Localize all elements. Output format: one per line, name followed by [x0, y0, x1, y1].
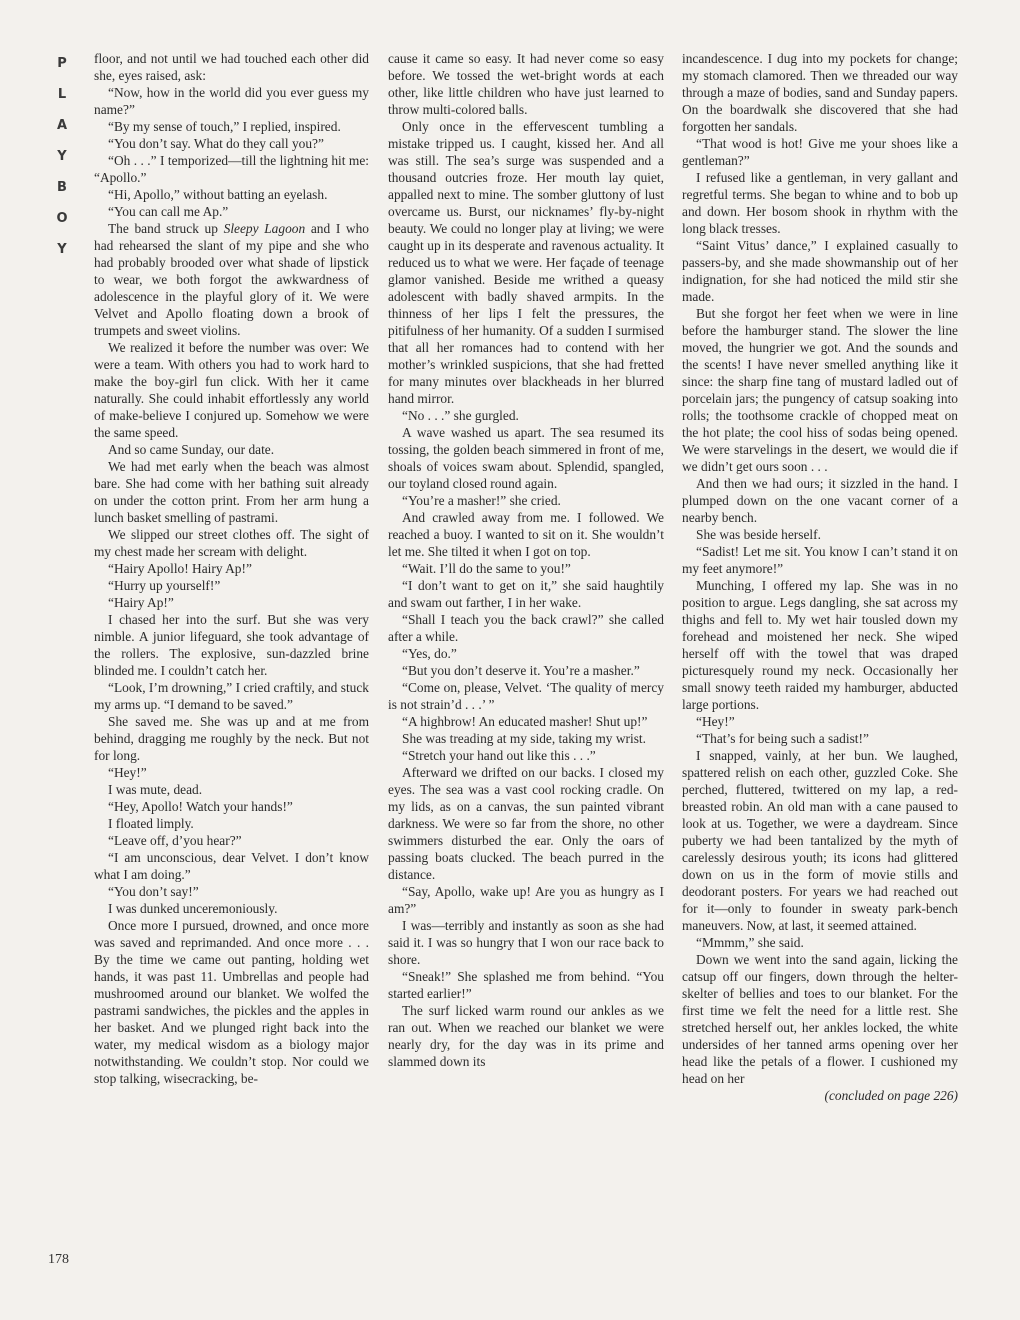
paragraph: “Say, Apollo, wake up! Are you as hungry as I am?”: [388, 884, 664, 916]
paragraph: floor, and not until we had touched each other did she, eyes raised, ask:: [94, 51, 369, 83]
paragraph: “Sneak!” She splashed me from behind. “You started earlier!”: [388, 969, 664, 1001]
paragraph: “You don’t say. What do they call you?”: [108, 136, 324, 151]
paragraph: The surf licked warm round our ankles as we ran out. When we reached our blanket we were nearly dry, for the day was in its prime and slammed down its: [388, 1003, 664, 1069]
paragraph: “Oh . . .” I temporized—till the lightning hit me: “Apollo.”: [94, 153, 369, 185]
text-column-1: [94, 50, 369, 1087]
paragraph: Only once in the effervescent tumbling a mistake tripped us. I caught, kissed her. And all was still. The sea’s surge was suspended and a thousand outcries froze. Her mouth lay quiet, appalled next to mine. The somber gluttony of lust overcame us. Burst, our nicknames’ fly-by-night beauty. We could no longer play at living; we were caught up in its desperate and ravenous actuality. It reduced us to what we were. Her façade of teenage glamor vanished. Beside me writhed a queasy adolescent with badly shaved armpits. In the thinness of her lips I felt the pressures, the pitifulness of her humanity. Of a sudden I surmised that all her romances had to contend with her mother’s wrinkled suspicions, that she had fretted for many minutes over blackheads in her blurred hand mirror.: [388, 119, 664, 406]
text-column-2: [388, 50, 664, 1070]
paragraph: “Hairy Ap!”: [108, 595, 174, 610]
paragraph: We had met early when the beach was almost bare. She had come with her bathing suit already on under the cotton print. From her arm hung a lunch basket smelling of pastrami.: [94, 459, 369, 525]
paragraph: The band struck up Sleepy Lagoon and I who had rehearsed the slant of my pipe and she who had probably brooded over what shade of lipstick to wear, we both forgot the awkwardness of adolescence in the playful glory of it. We were Velvet and Apollo floating down a brook of trumpets and sweet violins.: [94, 221, 369, 338]
paragraph: “I am unconscious, dear Velvet. I don’t know what I am doing.”: [94, 850, 369, 882]
paragraph: We slipped our street clothes off. The sight of my chest made her scream with delight.: [94, 527, 369, 559]
paragraph: I chased her into the surf. But she was very nimble. A junior lifeguard, she took advantage of the rollers. The explosive, sun-dazzled brine blinded me. I couldn’t catch her.: [94, 612, 369, 678]
paragraph: She was beside herself.: [696, 527, 821, 542]
paragraph: “Shall I teach you the back crawl?” she called after a while.: [388, 612, 664, 644]
paragraph: Once more I pursued, drowned, and once more was saved and reprimanded. And once more . . . By the time we came out panting, holding wet hands, it was past 11. Umbrellas and people had mushroomed around our blanket. We wolfed the pastrami sandwiches, the pickles and the apples in her basket. And we plunged right back into the water, my medical wisdom as a biology major notwithstanding. We couldn’t stop. Nor could we stop talking, wisecracking, be-: [94, 918, 369, 1086]
paragraph: “Stretch your hand out like this . . .”: [402, 748, 596, 763]
paragraph: incandescence. I dug into my pockets for change; my stomach clamored. Then we threaded our way through a maze of bodies, sand and Sunday papers. On the boardwalk she discovered that she had forgotten her sandals.: [682, 51, 958, 134]
masthead-letter: Y: [57, 149, 67, 164]
paragraph: We realized it before the number was over: We were a team. With others you had to work hard to make the boy-girl fun click. With her it came naturally. She could inhabit effortlessly any world of make-believe I conjured up. Somehow we were the same speed.: [94, 340, 369, 440]
paragraph: “That wood is hot! Give me your shoes like a gentleman?”: [682, 136, 958, 168]
paragraph: And then we had ours; it sizzled in the hand. I plumped down on the one vacant corner of a nearby bench.: [682, 476, 958, 525]
masthead-letter: B: [57, 180, 67, 195]
masthead-playboy: [52, 48, 72, 265]
paragraph: But she forgot her feet when we were in line before the hamburger stand. The slower the line moved, the hungrier we got. And the sounds and the scents! I have never smelled anything like it since: the sharp fine tang of mustard ladled out of porcelain jars; the pungency of catsup soaking into rolls; the toothsome crackle of chopped meat on the hot plate; the cool hiss of sodas being opened. We were starvelings in the desert, we would die if we didn’t get ours soon . . .: [682, 306, 958, 474]
paragraph: “By my sense of touch,” I replied, inspired.: [108, 119, 341, 134]
paragraph: I was—terribly and instantly as soon as she had said it. I was so hungry that I won our race back to shore.: [388, 918, 664, 967]
paragraph: I snapped, vainly, at her bun. We laughed, spattered relish on each other, guzzled Coke. She perched, fluttered, twittered on my lap, a red-breasted robin. An old man with a cane paused to look at us. Together, we were a daydream. Since puberty we had been tantalized by the myth of carelessly desirous youth; its icons had glittered down on us in the form of movie stills and deodorant posters. For years we had reached out for it—only to founder in sweaty park-bench maneuvers. Now, at last, it seemed attained.: [682, 748, 958, 933]
paragraph: “You don’t say!”: [108, 884, 199, 899]
paragraph: “That’s for being such a sadist!”: [696, 731, 869, 746]
masthead-letter: O: [56, 211, 68, 226]
paragraph: And so came Sunday, our date.: [108, 442, 275, 457]
paragraph: “Hey!”: [696, 714, 735, 729]
paragraph: “Hi, Apollo,” without batting an eyelash.: [108, 187, 328, 202]
continuation-note: (concluded on page 226): [824, 1088, 958, 1103]
paragraph: “Hey, Apollo! Watch your hands!”: [108, 799, 293, 814]
paragraph: “Wait. I’ll do the same to you!”: [402, 561, 571, 576]
paragraph: And crawled away from me. I followed. We reached a buoy. I wanted to sit on it. She wouldn’t let me. She tilted it when I got on top.: [388, 510, 664, 559]
paragraph: cause it came so easy. It had never come so easy before. We tossed the wet-bright words at each other, like little children who have just learned to throw multi-colored balls.: [388, 51, 664, 117]
text-column-3: [682, 50, 958, 1104]
masthead-letter: A: [56, 118, 68, 133]
paragraph: “No . . .” she gurgled.: [402, 408, 519, 423]
paragraph: Afterward we drifted on our backs. I closed my eyes. The sea was a vast cool rocking cradle. On my lids, as on a canvas, the sun painted vibrant darkness. We were so far from the shore, no other swimmers disturbed the ear. Only the oars of passing boats clucked. The beach purred in the distance.: [388, 765, 664, 882]
paragraph: “Saint Vitus’ dance,” I explained casually to passers-by, and she made showmanship out of her indignation, for she had noticed the mild stir she made.: [682, 238, 958, 304]
paragraph: I was dunked unceremoniously.: [108, 901, 278, 916]
paragraph: “A highbrow! An educated masher! Shut up!”: [402, 714, 648, 729]
paragraph: She was treading at my side, taking my wrist.: [402, 731, 646, 746]
paragraph: I refused like a gentleman, in very gallant and regretful terms. She began to whine and to bob up and down. Her bosom shook in rhythm with the long black tresses.: [682, 170, 958, 236]
paragraph: “Yes, do.”: [402, 646, 457, 661]
masthead-letter: Y: [57, 242, 67, 257]
paragraph: I floated limply.: [108, 816, 194, 831]
paragraph: Munching, I offered my lap. She was in no position to argue. Legs dangling, she sat across my thighs and fell to. My wet hair tousled down my forehead and moistened her neck. She wiped herself off with the towel that was draped picturesquely round my neck. Occasionally her small snowy teeth raided my hamburger, abducted large portions.: [682, 578, 958, 712]
paragraph: “Now, how in the world did you ever guess my name?”: [94, 85, 369, 117]
masthead-letter: L: [57, 87, 67, 102]
paragraph: I was mute, dead.: [108, 782, 203, 797]
paragraph: “You can call me Ap.”: [108, 204, 229, 219]
paragraph: “Hairy Apollo! Hairy Ap!”: [108, 561, 252, 576]
paragraph: “Sadist! Let me sit. You know I can’t stand it on my feet anymore!”: [682, 544, 958, 576]
paragraph: “Come on, please, Velvet. ‘The quality of mercy is not strain’d . . .’ ”: [388, 680, 664, 712]
page-number: 178: [48, 1252, 69, 1267]
paragraph: Down we went into the sand again, licking the catsup off our fingers, down through the helter-skelter of bellies and toes to our blanket. For the first time we felt the need for a little rest. She stretched herself out, her ankles locked, the white undersides of her tanned arms opening over her head like the petals of a flower. I cushioned my head on her: [682, 952, 958, 1086]
paragraph: “Hurry up yourself!”: [108, 578, 221, 593]
paragraph: “Mmmm,” she said.: [696, 935, 804, 950]
paragraph: “Leave off, d’you hear?”: [108, 833, 242, 848]
paragraph: She saved me. She was up and at me from behind, dragging me roughly by the neck. But not for long.: [94, 714, 369, 763]
paragraph: “You’re a masher!” she cried.: [402, 493, 561, 508]
paragraph: “But you don’t deserve it. You’re a masher.”: [402, 663, 640, 678]
paragraph: “Hey!”: [108, 765, 147, 780]
masthead-letter: P: [57, 56, 67, 71]
song-title: Sleepy Lagoon: [223, 221, 306, 236]
paragraph: “I don’t want to get on it,” she said haughtily and swam out farther, I in her wake.: [388, 578, 664, 610]
paragraph: A wave washed us apart. The sea resumed its tossing, the golden beach simmered in front of me, shoals of voices swam about. Splendid, spangled, our toyland closed round again.: [388, 425, 664, 491]
paragraph: “Look, I’m drowning,” I cried craftily, and stuck my arms up. “I demand to be saved.”: [94, 680, 369, 712]
